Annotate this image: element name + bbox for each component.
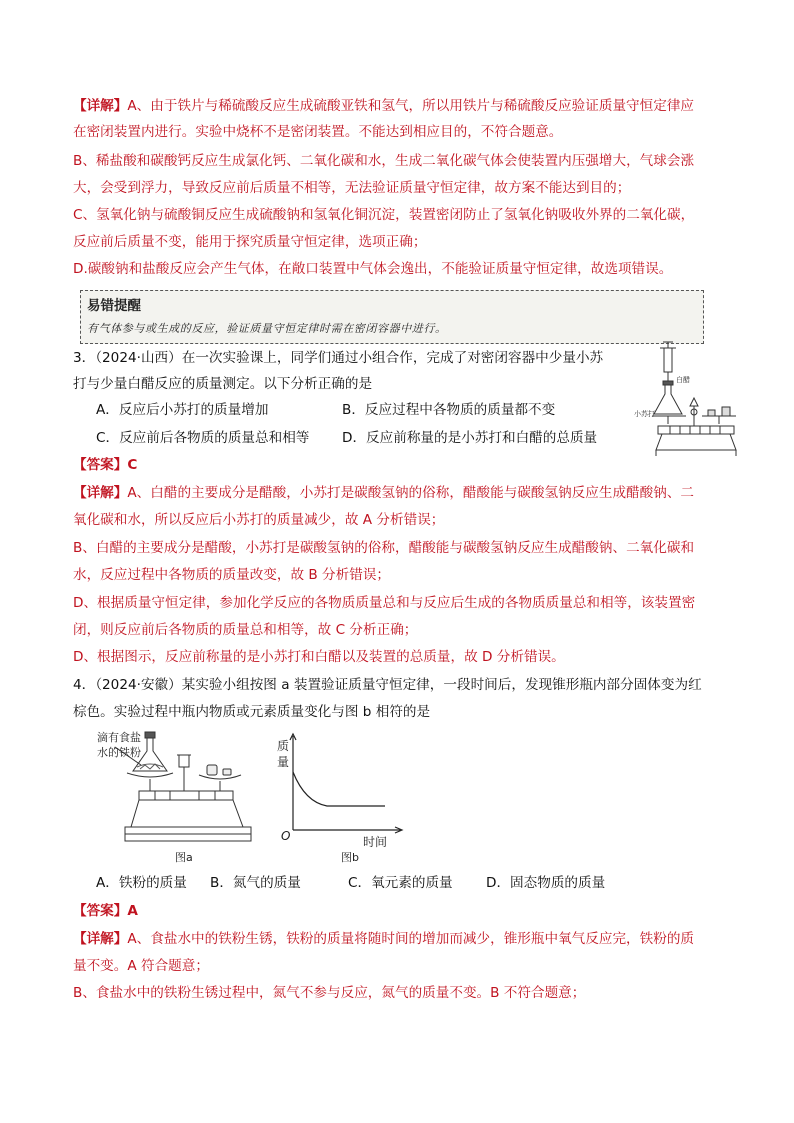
answer-tag: 【答案】 [73, 903, 128, 919]
fig-a-label: 水的铁粉 [97, 746, 141, 759]
explanation-line: D、根据质量守恒定律，参加化学反应的各物质质量总和与反应后生成的各物质质量总和相等，该装置密 [73, 595, 696, 611]
error-tip-box [80, 290, 704, 344]
option-c: C．氧元素的质量 [348, 875, 453, 891]
explanation-line [73, 96, 723, 116]
explanation-line: 大，会受到浮力，导致反应前后质量不相等，无法验证质量守恒定律，故方案不能达到目的； [73, 180, 631, 196]
explanation-text: A、食盐水中的铁粉生锈，铁粉的质量将随时间的增加而减少，锥形瓶中氧气反应完，铁粉的质 [127, 931, 695, 947]
fig-b-origin: O [281, 829, 291, 843]
answer-value: A [127, 903, 138, 919]
explanation-tag: 【详解】 [73, 485, 128, 501]
question-4-stem: 棕色。实验过程中瓶内物质或元素质量变化与图 b 相符的是 [73, 704, 431, 720]
balance-figure-a [95, 725, 255, 865]
explanation-line: D、根据图示，反应前称量的是小苏打和白醋以及装置的总质量，故 D 分析错误。 [73, 649, 565, 665]
option-d: D．反应前称量的是小苏打和白醋的总质量 [342, 430, 598, 446]
answer-tag: 【答案】 [73, 457, 128, 473]
error-tip-title: 易错提醒 [87, 298, 141, 314]
error-tip-body: 有气体参与或生成的反应，验证质量守恒定律时需在密闭容器中进行。 [87, 322, 447, 335]
explanation-text: A、由于铁片与稀硫酸反应生成硫酸亚铁和氢气，所以用铁片与稀硫酸反应验证质量守恒定律应 [127, 98, 695, 114]
graph-figure-b [275, 730, 415, 865]
explanation-line: 氧化碳和水，所以反应后小苏打的质量减少，故 A 分析错误； [73, 512, 445, 528]
explanation-line [73, 929, 723, 949]
fig-label-vinegar: 白醋 [676, 376, 690, 384]
explanation-line: 在密闭装置内进行。实验中烧杯不是密闭装置。不能达到相应目的，不符合题意。 [73, 124, 563, 140]
option-c: C．反应前后各物质的质量总和相等 [96, 430, 310, 446]
fig-a-caption: 图a [175, 851, 193, 864]
explanation-line [73, 483, 723, 503]
balance-figure-q3 [634, 340, 740, 465]
answer-line [73, 455, 723, 475]
option-b: B．反应过程中各物质的质量都不变 [342, 402, 556, 418]
explanation-tag: 【详解】 [73, 98, 128, 114]
question-3-stem: 打与少量白醋反应的质量测定。以下分析正确的是 [73, 376, 373, 392]
explanation-line: 水，反应过程中各物质的质量改变，故 B 分析错误； [73, 567, 391, 583]
fig-b-ylabel: 量 [277, 755, 290, 769]
fig-a-label: 滴有食盐 [97, 731, 141, 744]
explanation-line: 量不变。A 符合题意； [73, 958, 209, 974]
explanation-line: B、白醋的主要成分是醋酸，小苏打是碳酸氢钠的俗称，醋酸能与碳酸氢钠反应生成醋酸钠、二氧化碳和 [73, 540, 695, 556]
explanation-line: C、氢氧化钠与硫酸铜反应生成硫酸钠和氢氧化铜沉淀，装置密闭防止了氢氧化钠吸收外界的二氧化碳， [73, 207, 695, 223]
fig-b-xlabel: 时间 [363, 835, 388, 849]
explanation-line: D.碳酸钠和盐酸反应会产生气体，在敞口装置中气体会逸出，不能验证质量守恒定律，故选项错误。 [73, 261, 673, 277]
question-3-stem: 3．（2024·山西）在一次实验课上，同学们通过小组合作，完成了对密闭容器中少量小苏 [73, 350, 604, 366]
answer-value: C [127, 457, 138, 473]
explanation-tag: 【详解】 [73, 931, 128, 947]
option-a: A．反应后小苏打的质量增加 [96, 402, 269, 418]
explanation-line: B、稀盐酸和碳酸钙反应生成氯化钙、二氧化碳和水，生成二氧化碳气体会使装置内压强增大，气球会涨 [73, 153, 695, 169]
question-4-stem: 4．（2024·安徽）某实验小组按图 a 装置验证质量守恒定律，一段时间后，发现锥形瓶内部分固体变为红 [73, 677, 702, 693]
option-d: D．固态物质的质量 [486, 875, 606, 891]
explanation-line: 闭，则反应前后各物质的质量总和相等，故 C 分析正确； [73, 622, 418, 638]
fig-label-soda: 小苏打 [634, 410, 655, 418]
option-b: B．氮气的质量 [210, 875, 301, 891]
explanation-text: A、白醋的主要成分是醋酸，小苏打是碳酸氢钠的俗称，醋酸能与碳酸氢钠反应生成醋酸钠、二 [127, 485, 695, 501]
explanation-line: B、食盐水中的铁粉生锈过程中，氮气不参与反应，氮气的质量不变。B 不符合题意； [73, 985, 586, 1001]
fig-b-ylabel: 质 [277, 739, 290, 753]
option-a: A．铁粉的质量 [96, 875, 187, 891]
answer-line [73, 901, 723, 921]
fig-b-caption: 图b [341, 851, 359, 864]
explanation-line: 反应前后质量不变，能用于探究质量守恒定律，选项正确； [73, 234, 427, 250]
